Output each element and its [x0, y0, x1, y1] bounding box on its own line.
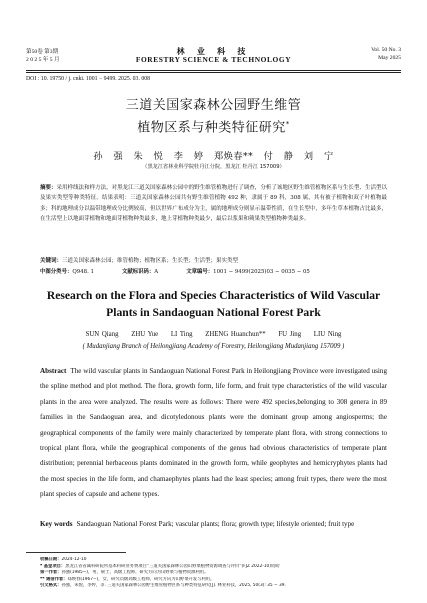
footnote-text: 孙强(1985−)，男，硕士，高级工程师，研究方向为山野菜与植物资源利用。 [61, 570, 209, 575]
author-en: FU Jing [278, 331, 302, 338]
doi-line: DOI : 10. 19750 / j. cnki. 1001 − 9499. 2025. 03. 008 [26, 76, 151, 82]
footnote-text: 郑焕春(1967−)，女，研究员级高级工程师，研究方向为山野菜开发与利用。 [67, 576, 215, 582]
footnote-corresponding-author [40, 577, 401, 583]
footnote-received [40, 557, 401, 563]
clc-value: Q948. 1 [72, 269, 94, 275]
header-rule-thick [26, 70, 401, 71]
abstract-en-label: Abstract [40, 367, 67, 375]
title-english [26, 287, 401, 321]
affiliation-chinese: （黑龙江省林业科学院牡丹江分院，黑龙江 牡丹江 157009） [142, 164, 285, 170]
footnote-text: 黑龙江省省属科研院所基本科研业务费项目“三道关国家森林公园山野菜植物资源调查与评价”(FJZ 2022-10)资助 [65, 563, 280, 569]
keywords-chinese [40, 256, 387, 264]
title-cn-line-2-text: 植物区系与种类特征研究 [137, 120, 286, 136]
footnote-label: 引文格式： [40, 583, 62, 588]
footnote-text: 2024-12-10 [61, 557, 87, 562]
author-en: SUN Qiang [85, 331, 119, 338]
article-number-label: 文章编号： [186, 269, 214, 275]
footnote-first-author [40, 570, 401, 576]
title-chinese [26, 96, 401, 137]
doc-code-label: 文献标识码： [121, 269, 155, 275]
title-en-line-2: Plants in Sandaoguan National Forest Park [106, 306, 321, 319]
running-header [26, 47, 401, 69]
author-en: LI Ting [170, 331, 193, 338]
title-en-line-1: Research on the Flora and Species Characteristics of Wild Vascular [46, 289, 381, 302]
article-number-value: 1001 − 9499(2025)03 − 0035 − 05 [213, 269, 310, 275]
funding-mark: * [285, 120, 290, 128]
author-en: LIU Ning [313, 331, 342, 338]
keywords-english [40, 517, 387, 532]
footnote-text: 孙强，朱悦，李婷，等. 三道关国家森林公园野生维管植物区系与种类特征研究[J]. 林业科技，2025, 50(3): 35 − 39. [61, 583, 286, 588]
header-journal-cn: 林 业 科 技 [176, 47, 251, 56]
article-number [186, 267, 310, 275]
header-volume-cn: 第50卷 第3期 [26, 49, 59, 55]
footnote-rule [26, 552, 126, 553]
header-date-en: May 2025 [378, 55, 401, 61]
footnote-label: * 基金项目： [40, 563, 66, 569]
footnote-label: ** 通信作者： [40, 576, 68, 582]
abstract-chinese [40, 183, 387, 225]
footnote-citation [40, 583, 401, 589]
header-journal-en: FORESTRY SCIENCE & TECHNOLOGY [135, 55, 292, 64]
header-date-cn: 2 0 2 5 年 5 月 [26, 57, 60, 63]
abstract-en-text: The wild vascular plants in Sandaoguan National Forest Park in Heilongjiang Province were investigated using the spline method and plot method. The flora, growth form, life form, and fruit type characteristics of the wild vascular plants in the area were analyzed. The results were as follows: There were 492 species,belonging to 308 genera in 89 families in the Sandaoguan area, and dicotyledonous plants were the dominant group among angiosperms; the geographical components of the family were mainly characterized by temperate plant flora, with strong connections to tropical plant flora, while the geographical components of the genus had obvious characteristics of temperate plant distribution; perennial herbaceous plants dominated in the growth form, while geophytes and hemicryphytes plants had the most species in the life form, and chamaephytes plants had the least species; among fruit types, there were the most plant species of capsule and achene types. [40, 367, 387, 499]
author-en: ZHENG Huanchun** [205, 331, 266, 338]
keywords-cn-label: 关键词： [40, 258, 63, 264]
classification-row [40, 267, 387, 275]
header-volume-en: Vol. 50 No. 3 [371, 47, 401, 53]
keywords-en-label: Key words [40, 520, 73, 528]
document-code [122, 267, 158, 275]
authors-english [26, 331, 401, 338]
clc-number [40, 267, 94, 275]
footnote-label: 收稿日期： [40, 557, 62, 562]
title-cn-line-1: 三道关国家森林公园野生维管 [125, 98, 302, 113]
footnote-funding [40, 564, 401, 570]
keywords-cn-text: 三道关国家森林公园；维管植物；植物区系；生长型；生活型；果实类型 [62, 258, 239, 264]
clc-label: 中图分类号： [40, 269, 73, 275]
author-en: ZHU Yue [131, 331, 159, 338]
abstract-english [40, 364, 387, 503]
title-cn-line-2 [26, 115, 401, 137]
keywords-en-text: Sandaoguan National Forest Park; vascular plants; flora; growth type; lifestyle oriented; fruit type [76, 520, 355, 528]
footnote-label: 第一作者： [40, 570, 62, 575]
header-rule-thin [26, 72, 401, 73]
authors-chinese: 孙 强 朱 悦 李 婷 郑焕春** 付 静 刘 宁 [93, 151, 334, 162]
abstract-cn-label: 摘要： [40, 185, 57, 191]
affiliation-english: ( Mudanjiang Branch of Heilongjiang Academy of Forestry, Heilongjiang Mudanjiang 157009 ) [82, 343, 345, 350]
abstract-cn-text: 采用样线法和样方法，对黑龙江三道关国家森林公园中的野生维管植物进行了调查，分析了该地区野生维管植物区系与生长型、生活型以及果实类型等种类特征。结果表明：三道关国家森林公园共有野生维管植物 492 种，隶属于 89 科，308 属，其有被子植物和双子叶植物最多；科的地理成分以温带地理成分比例较高，但以世界广布成分为主，属的地理成分则显示温带性质，在生长型中，多年生草本植物占比最多，在生活型上以地面芽植物和地面芽植物种类最多，地上芽植物种类最少，最后以浆果和蒴果类型植物种类最多。 [40, 185, 387, 223]
doc-code-value: A [154, 269, 159, 275]
